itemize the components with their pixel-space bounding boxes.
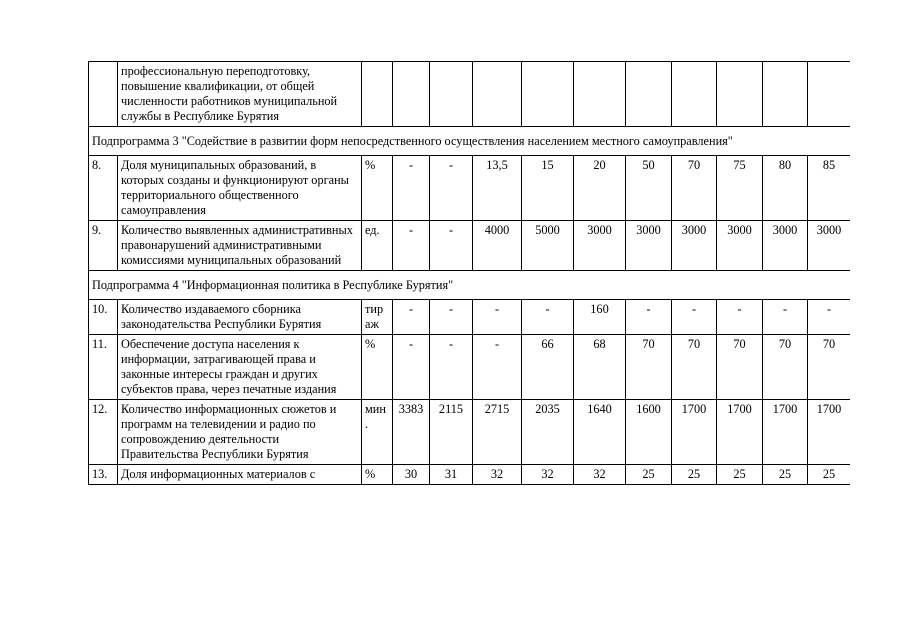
value-cell: 3000 bbox=[717, 221, 763, 271]
value-cell: - bbox=[393, 335, 430, 400]
indicator-name: Обеспечение доступа населения к информации, затрагивающей права и законные интересы граждан и других субъектов права, через печатные издания bbox=[118, 335, 362, 400]
value-cell: - bbox=[393, 156, 430, 221]
value-cell: 1600 bbox=[626, 400, 672, 465]
value-cell: - bbox=[808, 300, 851, 335]
value-cell: - bbox=[763, 300, 808, 335]
value-cell: 70 bbox=[763, 335, 808, 400]
table-row bbox=[89, 62, 851, 127]
value-cell: 25 bbox=[672, 465, 717, 485]
table-row bbox=[89, 221, 851, 271]
value-cell bbox=[717, 62, 763, 127]
value-cell: 3000 bbox=[626, 221, 672, 271]
unit-cell: тир аж bbox=[362, 300, 393, 335]
value-cell bbox=[574, 62, 626, 127]
value-cell: 25 bbox=[763, 465, 808, 485]
value-cell: 1700 bbox=[808, 400, 851, 465]
row-number: 12. bbox=[89, 400, 118, 465]
value-cell: 2715 bbox=[473, 400, 522, 465]
value-cell: - bbox=[393, 300, 430, 335]
unit-cell: % bbox=[362, 156, 393, 221]
value-cell bbox=[393, 62, 430, 127]
value-cell: 30 bbox=[393, 465, 430, 485]
indicator-name: Количество информационных сюжетов и программ на телевидении и радио по сопровождению деятельности Правительства Республики Бурятия bbox=[118, 400, 362, 465]
table-row bbox=[89, 465, 851, 485]
subprogram-row bbox=[89, 271, 851, 300]
row-number: 8. bbox=[89, 156, 118, 221]
value-cell: 50 bbox=[626, 156, 672, 221]
value-cell: 15 bbox=[522, 156, 574, 221]
value-cell: 66 bbox=[522, 335, 574, 400]
value-cell: 70 bbox=[717, 335, 763, 400]
value-cell: 25 bbox=[717, 465, 763, 485]
value-cell: 75 bbox=[717, 156, 763, 221]
value-cell: 70 bbox=[672, 335, 717, 400]
value-cell: - bbox=[473, 335, 522, 400]
table-row bbox=[89, 335, 851, 400]
value-cell: 32 bbox=[522, 465, 574, 485]
value-cell bbox=[430, 62, 473, 127]
value-cell: 20 bbox=[574, 156, 626, 221]
value-cell: 70 bbox=[626, 335, 672, 400]
value-cell: 1700 bbox=[717, 400, 763, 465]
value-cell bbox=[522, 62, 574, 127]
indicator-name: Доля информационных материалов с bbox=[118, 465, 362, 485]
document-page bbox=[88, 61, 850, 567]
value-cell: 32 bbox=[574, 465, 626, 485]
indicator-name: Количество издаваемого сборника законодательства Республики Бурятия bbox=[118, 300, 362, 335]
value-cell: 25 bbox=[808, 465, 851, 485]
value-cell: - bbox=[717, 300, 763, 335]
value-cell: 31 bbox=[430, 465, 473, 485]
subprogram-title: Подпрограмма 3 "Содействие в развитии форм непосредственного осуществления населением местного самоуправления" bbox=[89, 127, 851, 156]
indicator-name: Доля муниципальных образований, в которых созданы и функционируют органы территориального общественного самоуправления bbox=[118, 156, 362, 221]
value-cell: 4000 bbox=[473, 221, 522, 271]
value-cell: 3000 bbox=[574, 221, 626, 271]
value-cell: 1700 bbox=[672, 400, 717, 465]
value-cell: 160 bbox=[574, 300, 626, 335]
value-cell: - bbox=[522, 300, 574, 335]
value-cell bbox=[808, 62, 851, 127]
unit-cell: % bbox=[362, 465, 393, 485]
value-cell bbox=[626, 62, 672, 127]
value-cell: - bbox=[393, 221, 430, 271]
value-cell: 1640 bbox=[574, 400, 626, 465]
row-number bbox=[89, 62, 118, 127]
value-cell: - bbox=[430, 156, 473, 221]
value-cell: 80 bbox=[763, 156, 808, 221]
row-number: 11. bbox=[89, 335, 118, 400]
value-cell: 5000 bbox=[522, 221, 574, 271]
value-cell: - bbox=[430, 300, 473, 335]
row-number: 10. bbox=[89, 300, 118, 335]
unit-cell: % bbox=[362, 335, 393, 400]
value-cell: 70 bbox=[808, 335, 851, 400]
value-cell: - bbox=[430, 221, 473, 271]
indicators-table bbox=[88, 61, 850, 485]
value-cell: 2115 bbox=[430, 400, 473, 465]
value-cell: 85 bbox=[808, 156, 851, 221]
value-cell bbox=[473, 62, 522, 127]
indicator-name: Количество выявленных административных правонарушений административными комиссиями муниципальных образований bbox=[118, 221, 362, 271]
row-number: 9. bbox=[89, 221, 118, 271]
indicator-name: профессиональную переподготовку, повышение квалификации, от общей численности работников муниципальной службы в Республике Бурятия bbox=[118, 62, 362, 127]
value-cell: 32 bbox=[473, 465, 522, 485]
row-number: 13. bbox=[89, 465, 118, 485]
value-cell: - bbox=[473, 300, 522, 335]
subprogram-row bbox=[89, 127, 851, 156]
unit-cell: ед. bbox=[362, 221, 393, 271]
value-cell: 68 bbox=[574, 335, 626, 400]
table-row bbox=[89, 156, 851, 221]
value-cell bbox=[763, 62, 808, 127]
value-cell: - bbox=[672, 300, 717, 335]
unit-cell: мин . bbox=[362, 400, 393, 465]
table-row bbox=[89, 400, 851, 465]
value-cell: - bbox=[626, 300, 672, 335]
table-row bbox=[89, 300, 851, 335]
value-cell: 13,5 bbox=[473, 156, 522, 221]
unit-cell bbox=[362, 62, 393, 127]
value-cell: 3383 bbox=[393, 400, 430, 465]
value-cell: 70 bbox=[672, 156, 717, 221]
value-cell: - bbox=[430, 335, 473, 400]
value-cell: 1700 bbox=[763, 400, 808, 465]
value-cell: 3000 bbox=[808, 221, 851, 271]
value-cell: 2035 bbox=[522, 400, 574, 465]
value-cell: 25 bbox=[626, 465, 672, 485]
subprogram-title: Подпрограмма 4 "Информационная политика в Республике Бурятия" bbox=[89, 271, 851, 300]
value-cell: 3000 bbox=[672, 221, 717, 271]
value-cell: 3000 bbox=[763, 221, 808, 271]
value-cell bbox=[672, 62, 717, 127]
